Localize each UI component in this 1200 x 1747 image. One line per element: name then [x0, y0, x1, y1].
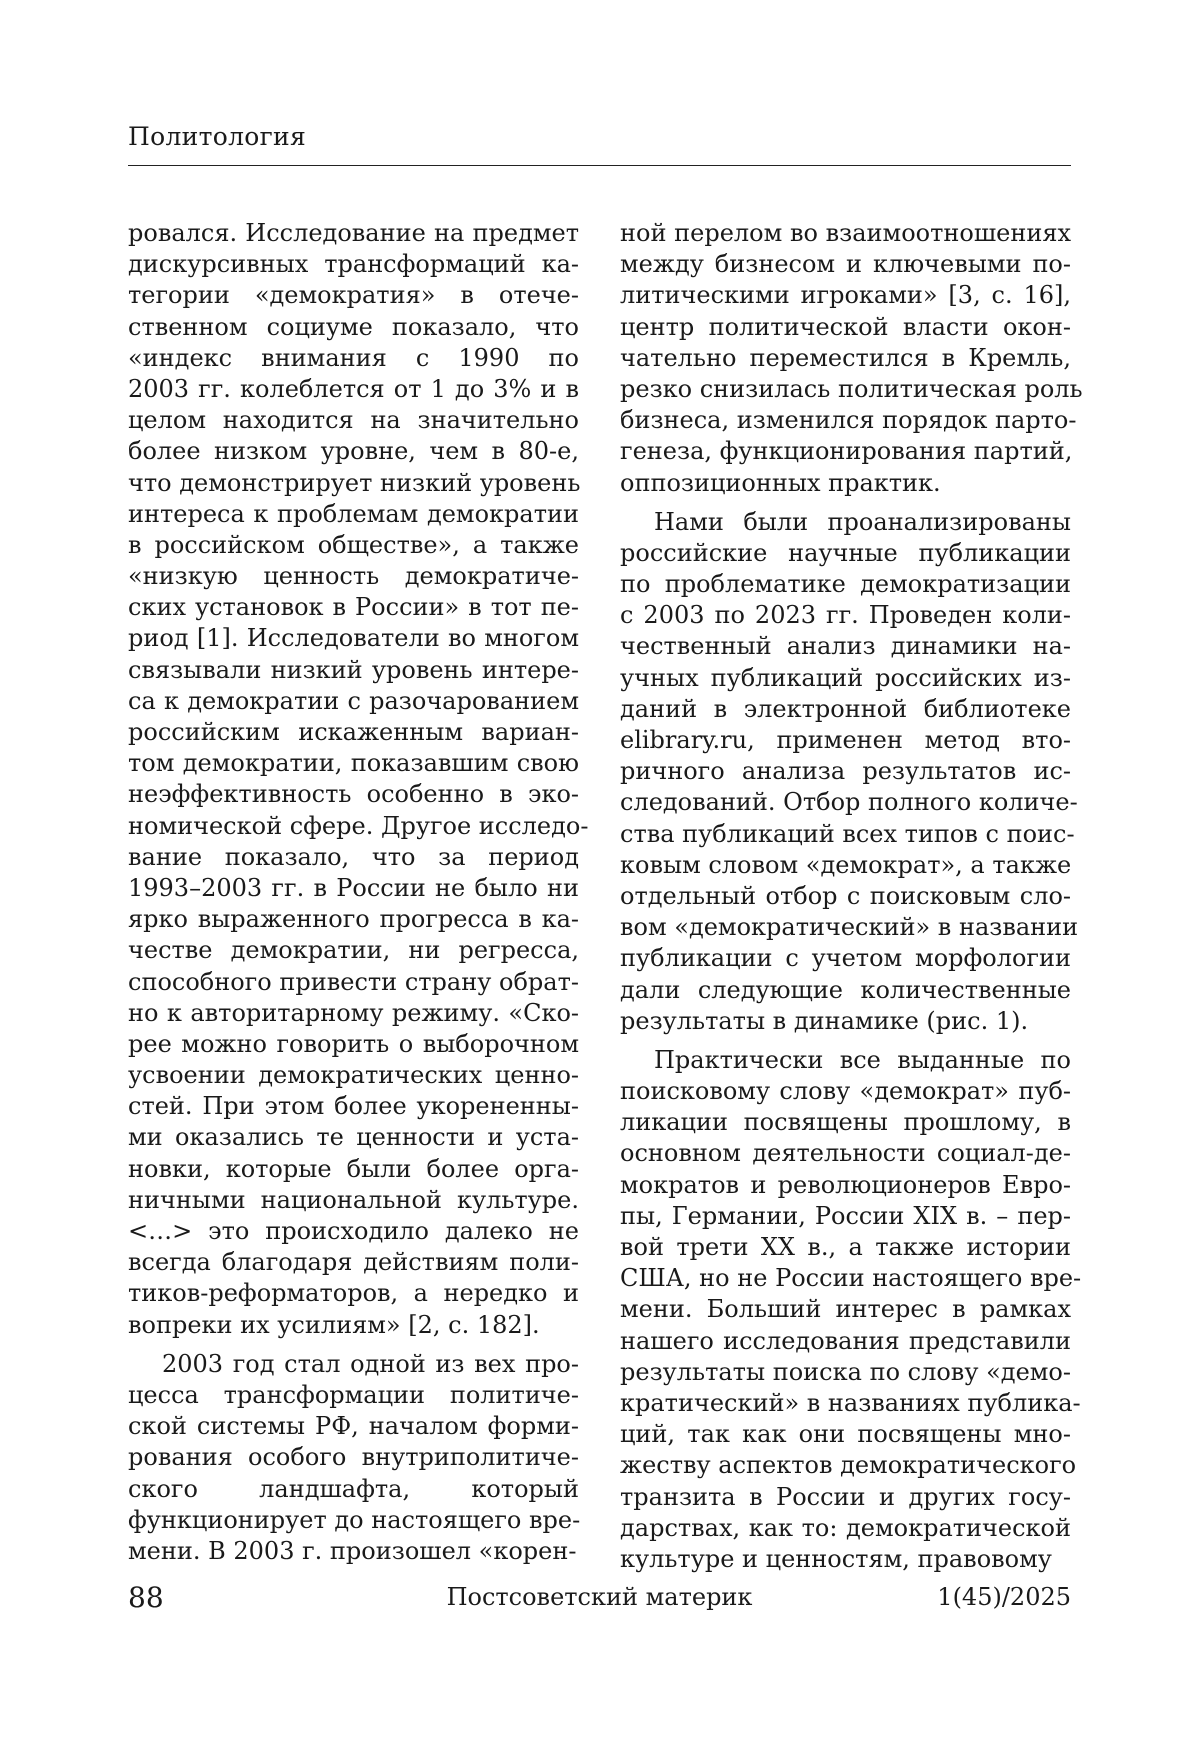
text-line: основном деятельности социал-де- — [620, 1139, 1071, 1168]
text-line: публикации с учетом морфологии — [620, 944, 1071, 973]
text-line: но к авторитарному режиму. «Ско- — [128, 998, 579, 1027]
text-line: ровался. Исследование на предмет — [128, 219, 579, 247]
text-line: честве демократии, ни регресса, — [128, 936, 579, 965]
text-line: российские научные публикации — [620, 538, 1071, 567]
text-line: поисковому слову «демократ» пуб- — [620, 1077, 1071, 1106]
paragraph — [128, 1349, 579, 1567]
text-line: генеза, функционирования партий, — [620, 437, 1073, 466]
text-line: результаты поиска по слову «демо- — [620, 1357, 1071, 1386]
text-line: в российском обществе», а также — [128, 530, 579, 559]
text-line: мени. В 2003 г. произошел «корен- — [128, 1536, 577, 1565]
text-line: транзита в России и других госу- — [620, 1482, 1071, 1511]
text-line: США, но не России настоящего вре- — [620, 1264, 1082, 1293]
text-line: ничными национальной культуре. — [128, 1185, 579, 1214]
text-line: центр политической власти окон- — [620, 312, 1071, 341]
text-line: ской системы РФ, началом форми- — [128, 1412, 579, 1441]
text-line: ственном социуме показало, что — [128, 312, 579, 341]
text-line: вание показало, что за период — [128, 842, 579, 871]
text-line: функционирует до настоящего вре- — [128, 1505, 581, 1534]
text-line: 2003 год стал одной из вех про- — [162, 1349, 579, 1378]
text-line: культуре и ценностям, правовому — [620, 1544, 1052, 1573]
text-line: мократов и революционеров Евро- — [620, 1170, 1071, 1199]
text-line: elibrary.ru, применен метод вто- — [620, 726, 1071, 754]
text-line: ричного анализа результатов ис- — [620, 757, 1071, 786]
text-line: са к демократии с разочарованием — [128, 686, 579, 715]
text-line: интереса к проблемам демократии — [128, 499, 579, 528]
text-line: ций, так как они посвящены мно- — [620, 1420, 1071, 1449]
text-line: ства публикаций всех типов с поис- — [620, 819, 1075, 848]
text-line: вопреки их усилиям» [2, с. 182]. — [128, 1310, 540, 1339]
journal-title: Постсоветский материк — [446, 1583, 753, 1611]
text-line: вом «демократический» в названии — [620, 913, 1079, 942]
text-line: литическими игроками» [3, с. 16], — [620, 281, 1071, 310]
text-line: ликации посвящены прошлому, в — [620, 1108, 1071, 1137]
text-line: тиков-реформаторов, а нередко и — [128, 1279, 579, 1308]
text-line: бизнеса, изменился порядок парто- — [620, 406, 1077, 435]
text-line: «индекс внимания с 1990 по — [128, 343, 579, 372]
text-line: стей. При этом более укорененны- — [128, 1092, 579, 1121]
left-column — [128, 218, 589, 1567]
text-line: дарствах, как то: демократической — [620, 1513, 1071, 1542]
text-line: всегда благодаря действиям поли- — [128, 1248, 579, 1277]
text-line: вой трети XX в., а также истории — [620, 1233, 1071, 1261]
text-line: Нами были проанализированы — [654, 507, 1071, 536]
text-line: ми оказались те ценности и уста- — [128, 1123, 579, 1152]
text-line: том демократии, показавшим свою — [128, 749, 579, 778]
paragraph — [620, 218, 1083, 499]
text-line: рее можно говорить о выборочном — [128, 1029, 579, 1058]
text-line: результаты в динамике (рис. 1). — [620, 1006, 1029, 1035]
page-number: 88 — [128, 1581, 164, 1614]
text-line: кратический» в названиях публика- — [620, 1388, 1081, 1417]
text-line: резко снизилась политическая роль — [620, 374, 1083, 403]
text-line: даний в электронной библиотеке — [620, 694, 1071, 723]
text-line: 1993–2003 гг. в России не было ни — [128, 873, 579, 902]
text-line: неэффективность особенно в эко- — [128, 780, 579, 809]
text-line: более низком уровне, чем в 80-е, — [128, 437, 579, 466]
text-line: целом находится на значительно — [128, 406, 579, 435]
text-line: мени. Больший интерес в рамках — [620, 1295, 1071, 1324]
header-rule — [128, 165, 1071, 166]
text-line: следований. Отбор полного количе- — [620, 788, 1078, 817]
text-line: способного привести страну обрат- — [128, 967, 579, 996]
text-line: ной перелом во взаимоотношениях — [620, 219, 1071, 247]
text-line: усвоении демократических ценно- — [128, 1061, 579, 1090]
right-column — [620, 218, 1083, 1575]
text-line: ских установок в России» в тот пе- — [128, 593, 579, 622]
text-line: дали следующие количественные — [620, 975, 1071, 1004]
text-line: нашего исследования представили — [620, 1326, 1071, 1355]
text-line: учных публикаций российских из- — [620, 663, 1071, 692]
text-line: российским искаженным вариан- — [128, 718, 579, 746]
text-line: «низкую ценность демократиче- — [128, 562, 579, 591]
text-line: дискурсивных трансформаций ка- — [128, 250, 579, 279]
paragraph — [620, 507, 1079, 1037]
issue-number: 1(45)/2025 — [937, 1583, 1071, 1611]
text-line: оппозиционных практик. — [620, 468, 941, 497]
text-line: тегории «демократия» в отече- — [128, 281, 579, 310]
text-line: цесса трансформации политиче- — [128, 1380, 579, 1409]
text-line: ковым словом «демократ», а также — [620, 850, 1072, 879]
paragraph — [128, 218, 589, 1341]
running-header: Политология — [128, 122, 307, 151]
text-line: риод [1]. Исследователи во многом — [128, 624, 579, 653]
text-line: <…> это происходило далеко не — [128, 1217, 579, 1245]
text-line: 2003 гг. колеблется от 1 до 3% и в — [128, 374, 579, 403]
text-line: новки, которые были более орга- — [128, 1154, 579, 1183]
text-line: ского ландшафта, который — [128, 1474, 579, 1503]
text-line: чательно переместился в Кремль, — [620, 343, 1071, 372]
text-line: Практически все выданные по — [654, 1045, 1071, 1074]
paragraph — [620, 1045, 1082, 1575]
text-line: чественный анализ динамики на- — [620, 632, 1071, 661]
text-line: пы, Германии, России XIX в. – пер- — [620, 1201, 1071, 1230]
text-line: жеству аспектов демократического — [620, 1451, 1077, 1480]
text-line: связывали низкий уровень интере- — [128, 655, 579, 684]
text-line: по проблематике демократизации — [620, 570, 1071, 599]
text-line: что демонстрирует низкий уровень — [128, 468, 581, 497]
text-line: номической сфере. Другое исследо- — [128, 811, 589, 840]
text-line: ярко выраженного прогресса в ка- — [128, 905, 579, 934]
text-line: с 2003 по 2023 гг. Проведен коли- — [620, 601, 1071, 630]
text-line: отдельный отбор с поисковым сло- — [620, 881, 1071, 910]
text-line: между бизнесом и ключевыми по- — [620, 250, 1071, 279]
text-line: рования особого внутриполитиче- — [128, 1443, 579, 1472]
